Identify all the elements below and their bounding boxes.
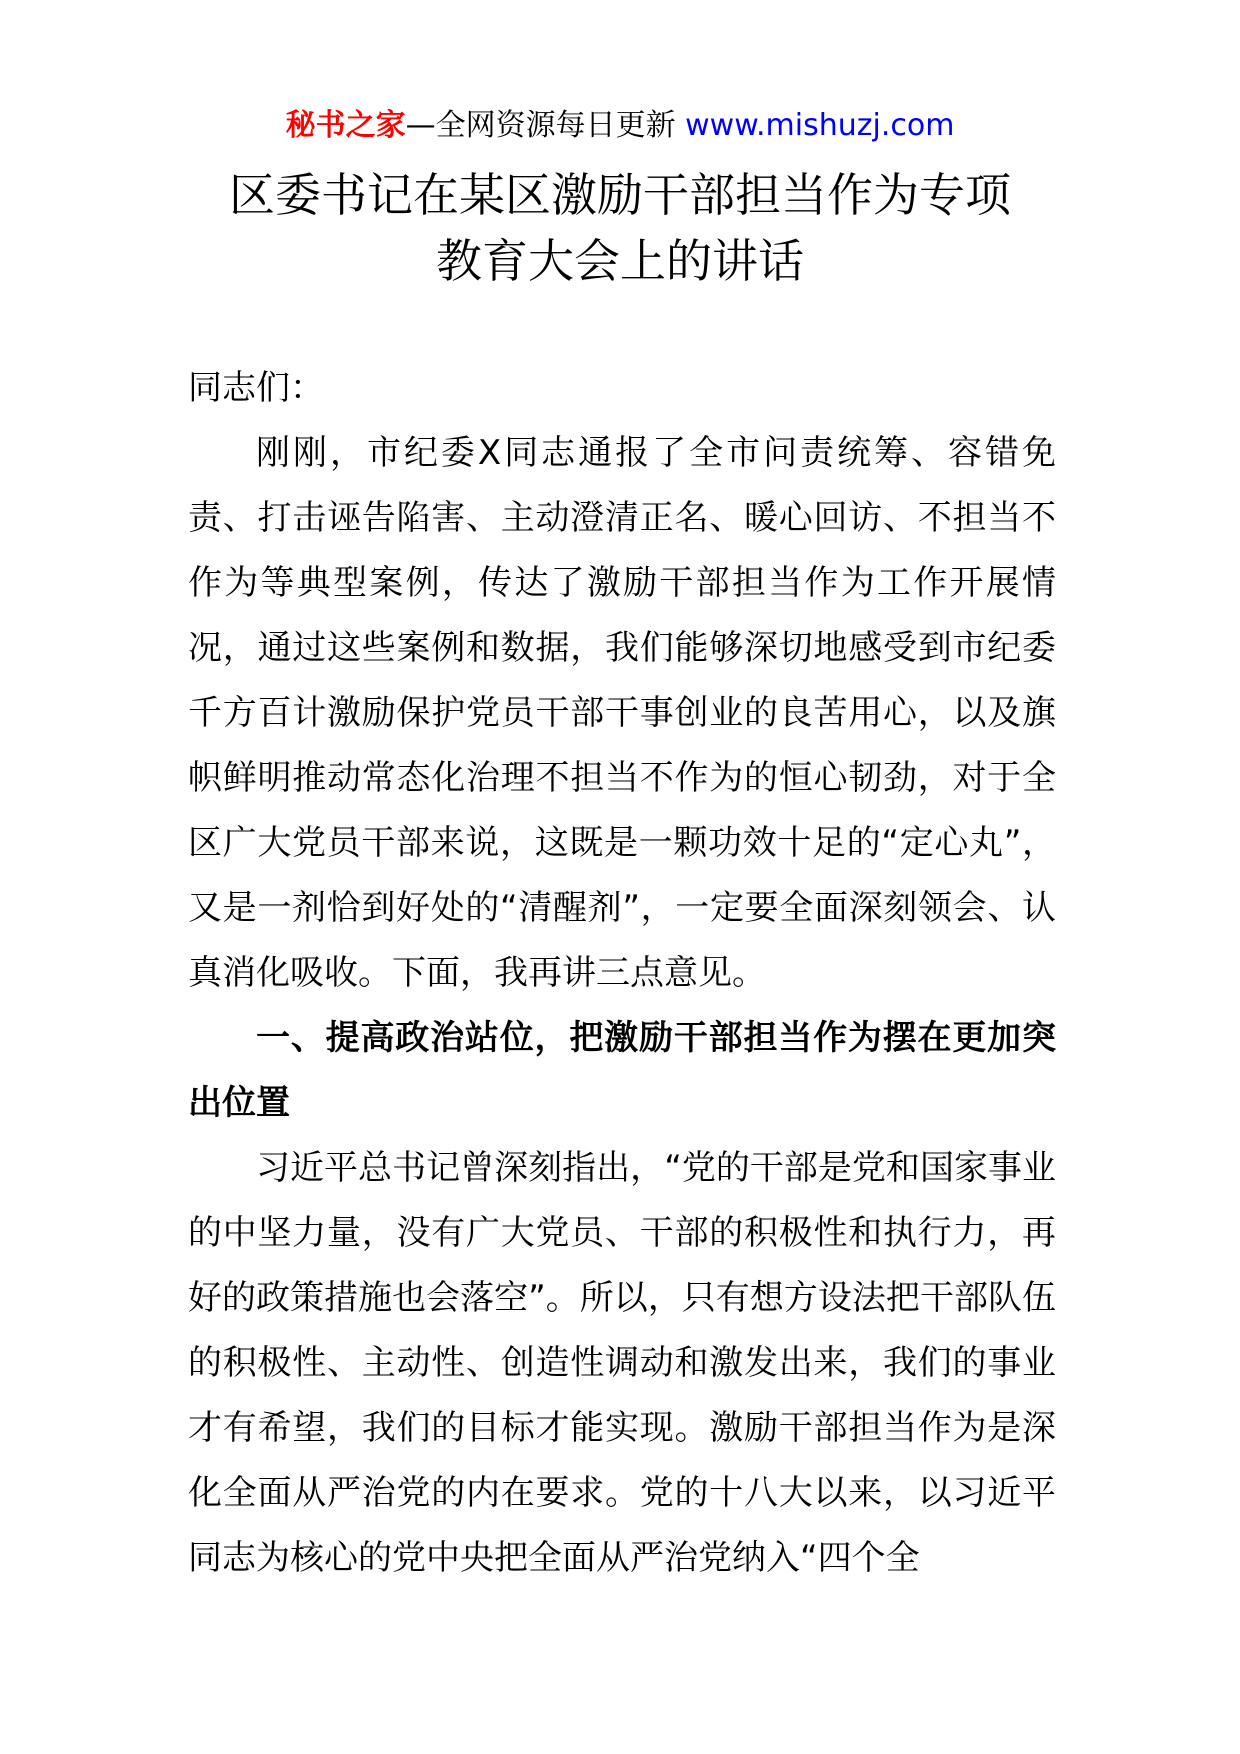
site-header [0,104,1240,148]
body-paragraph-1: 刚刚，市纪委X同志通报了全市问责统筹、容错免责、打击诬告陷害、主动澄清正名、暖心回访、不担当不作为等典型案例，传达了激励干部担当作为工作开展情况，通过这些案例和数据，我们能够深切地感受到市纪委千方百计激励保护党员干部干事创业的良苦用心，以及旗帜鲜明推动常态化治理不担当不作为的恒心韧劲，对于全区广大党员干部来说，这既是一颗功效十足的“定心丸”，又是一剂恰到好处的“清醒剂”，一定要全面深刻领会、认真消化吸收。下面，我再讲三点意见。 [188,433,1056,993]
salutation: 同志们： [188,368,324,408]
document-title-line-2: 教育大会上的讲话 [436,234,804,288]
section-heading-1: 一、提高政治站位，把激励干部担当作为摆在更加突出位置 [188,1018,1056,1123]
document-body [188,356,1056,1591]
site-brand: 秘书之家 [285,108,406,143]
document-title-line-1: 区委书记在某区激励干部担当作为专项 [229,168,1011,222]
body-paragraph-2: 习近平总书记曾深刻指出，“党的干部是党和国家事业的中坚力量，没有广大党员、干部的积极性和执行力，再好的政策措施也会落空”。所以，只有想方设法把干部队伍的积极性、主动性、创造性调动和激发出来，我们的事业才有希望，我们的目标才能实现。激励干部担当作为是深化全面从严治党的内在要求。党的十八大以来，以习近平同志为核心的党中央把全面从严治党纳入“四个全 [188,1148,1056,1578]
site-url-link[interactable]: www.mishuzj.com [685,108,955,143]
document-title [0,162,1240,294]
site-slogan: —全网资源每日更新 [405,108,686,143]
